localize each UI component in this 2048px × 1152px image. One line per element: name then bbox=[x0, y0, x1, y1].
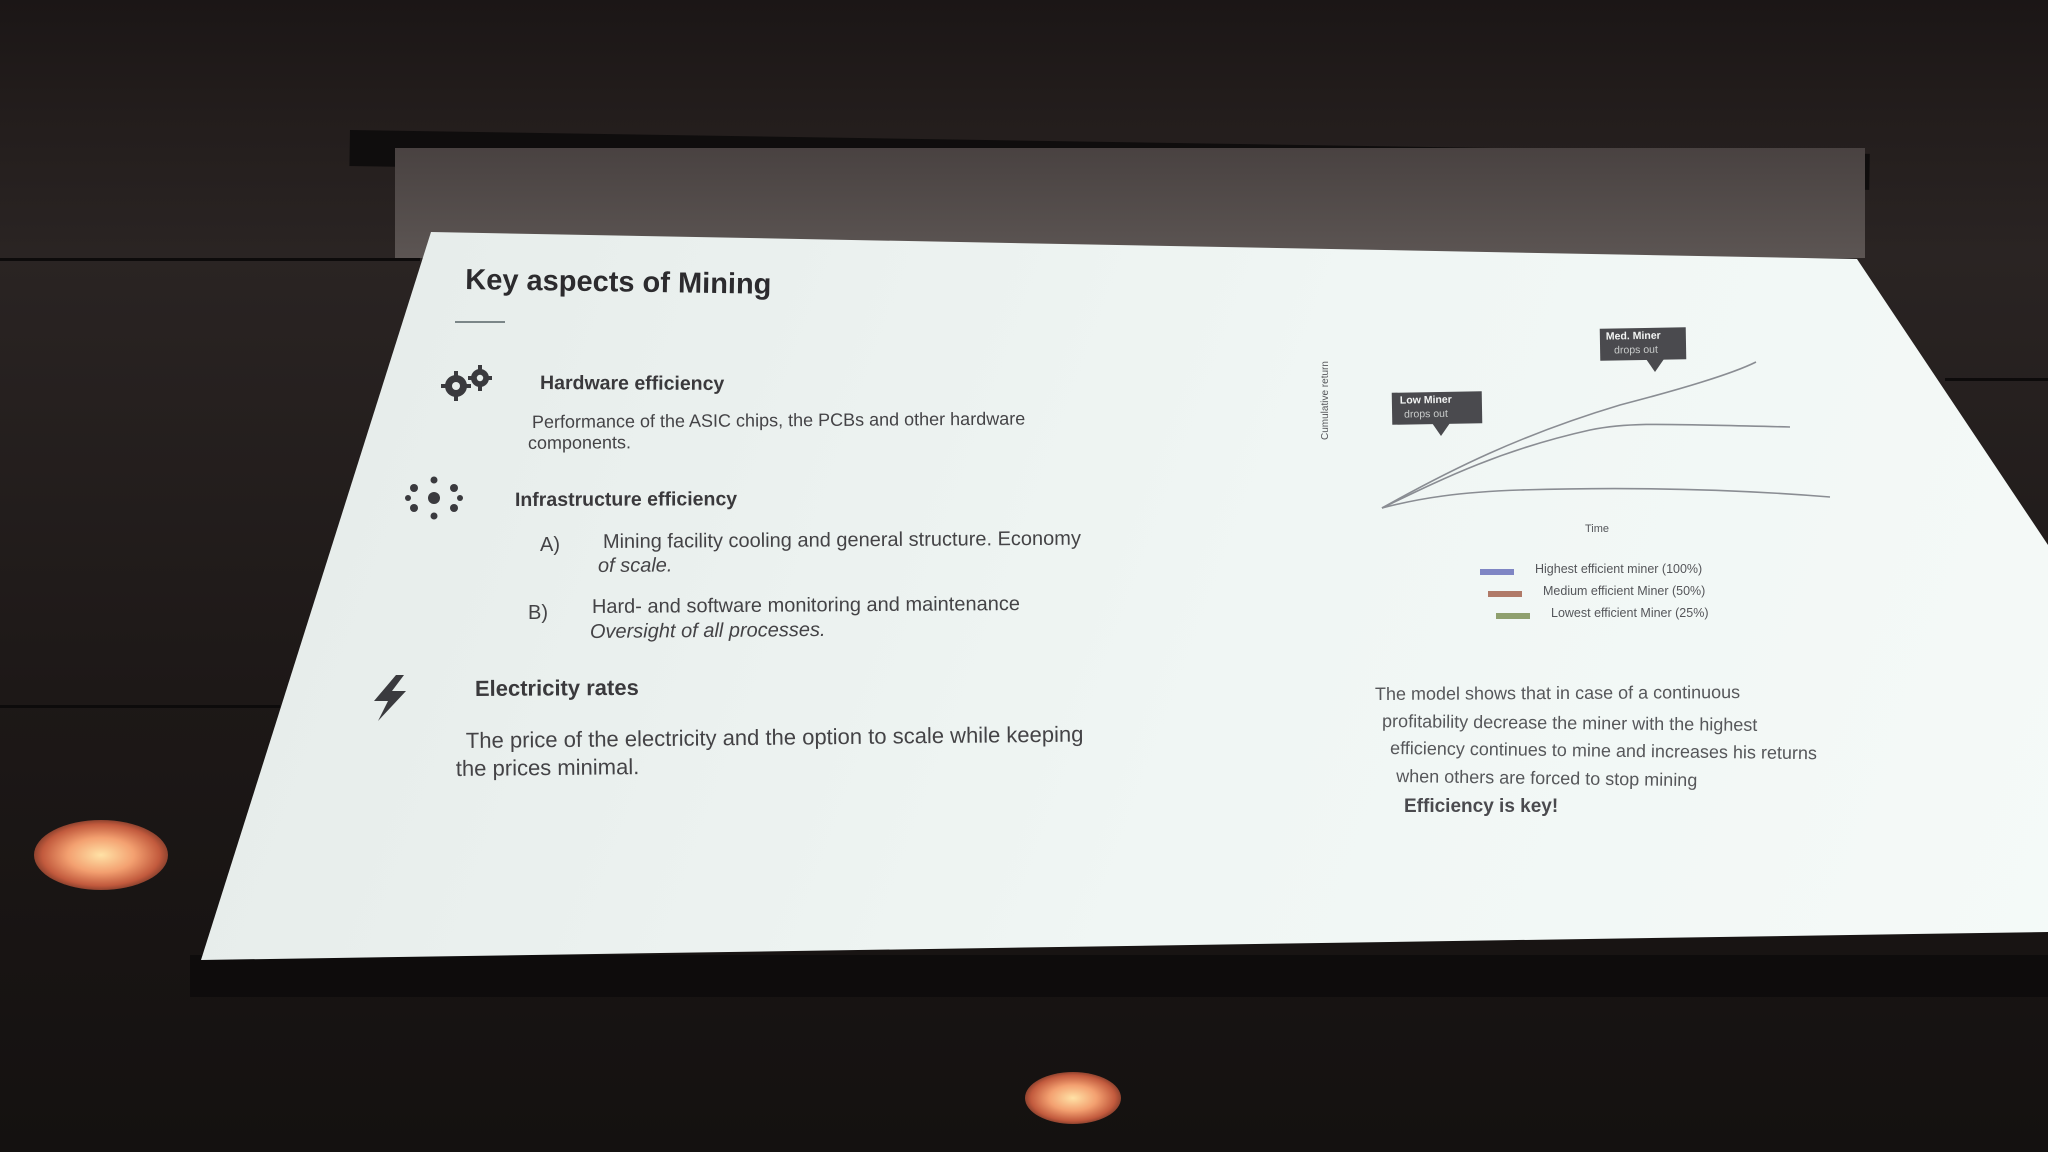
network-icon bbox=[404, 476, 464, 520]
legend-swatch-lowest bbox=[1496, 613, 1530, 619]
lightning-icon bbox=[366, 673, 416, 723]
legend-label: Lowest efficient Miner (25%) bbox=[1551, 606, 1709, 620]
chart-y-axis-label: Cumulative return bbox=[1320, 361, 1331, 440]
section-heading-electricity: Electricity rates bbox=[474, 674, 639, 701]
section-body-line: the prices minimal. bbox=[455, 754, 640, 782]
chart-x-axis-label: Time bbox=[1585, 523, 1610, 535]
summary-line: when others are forced to stop mining bbox=[1396, 766, 1698, 791]
callout-med-miner bbox=[1600, 327, 1687, 360]
list-marker: A) bbox=[540, 534, 560, 556]
callout-pointer bbox=[1646, 359, 1664, 373]
slide-title: Key aspects of Mining bbox=[465, 264, 772, 301]
summary-line: efficiency continues to mine and increases his returns bbox=[1390, 738, 1818, 764]
legend-label: Medium efficient Miner (50%) bbox=[1543, 584, 1706, 598]
callout-title: Low Miner bbox=[1399, 393, 1452, 407]
list-item-line: Hard- and software monitoring and maintenance bbox=[591, 593, 1021, 618]
legend-swatch-medium bbox=[1488, 591, 1522, 597]
callout-subtitle: drops out bbox=[1404, 407, 1448, 421]
summary-emphasis: Efficiency is key! bbox=[1404, 796, 1559, 817]
title-underline bbox=[455, 321, 505, 323]
legend-swatch-highest bbox=[1480, 569, 1514, 575]
section-body-line: The price of the electricity and the option to scale while keeping bbox=[465, 721, 1084, 754]
list-marker: B) bbox=[528, 602, 548, 624]
gears-icon bbox=[436, 364, 508, 402]
callout-title: Med. Miner bbox=[1605, 329, 1661, 343]
callout-low-miner bbox=[1392, 391, 1483, 425]
series-line-lowest bbox=[1382, 488, 1830, 508]
list-item-line: Mining facility cooling and general structure. Economy bbox=[602, 527, 1082, 553]
list-item-line: of scale. bbox=[597, 554, 673, 577]
callout-subtitle: drops out bbox=[1614, 343, 1658, 357]
callout-pointer bbox=[1432, 423, 1450, 437]
list-item-line: Oversight of all processes. bbox=[589, 618, 826, 644]
summary-line: profitability decrease the miner with the highest bbox=[1382, 711, 1758, 735]
section-heading-hardware: Hardware efficiency bbox=[540, 372, 725, 395]
summary-line: The model shows that in case of a continuous bbox=[1374, 682, 1741, 704]
section-heading-infrastructure: Infrastructure efficiency bbox=[514, 488, 738, 511]
section-body-line: Performance of the ASIC chips, the PCBs and other hardware bbox=[531, 408, 1026, 433]
section-body-line: components. bbox=[527, 432, 632, 454]
legend-label: Highest efficient miner (100%) bbox=[1535, 562, 1703, 576]
